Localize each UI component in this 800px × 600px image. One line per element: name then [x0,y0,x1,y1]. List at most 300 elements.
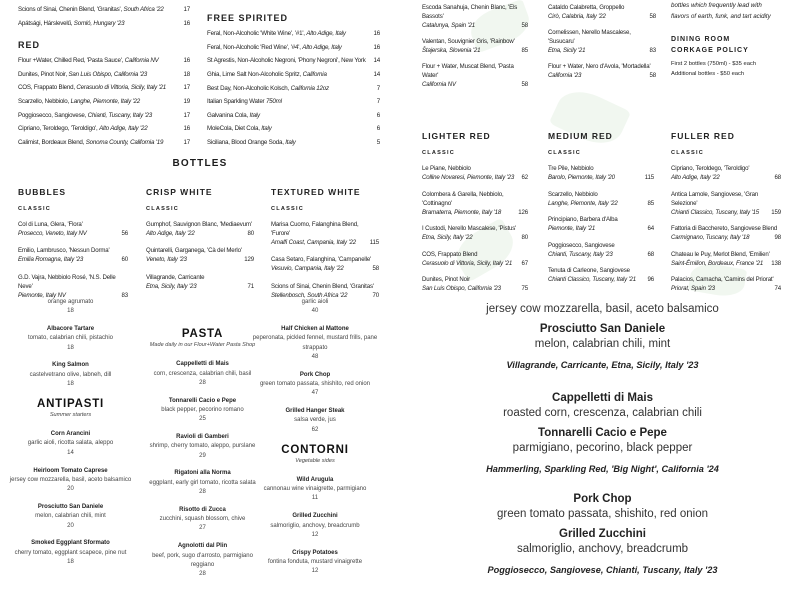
dish-price: 28 [199,379,206,386]
bottle-line [422,208,528,217]
food-column-antipasti [8,298,133,576]
dish-price: 28 [199,571,206,578]
row-label [207,139,373,146]
item-region: Sonoma County, California '19 [85,138,164,146]
bottle-line [548,173,654,182]
bottle-line [548,46,656,55]
food-column-mains [252,298,378,585]
bottle-price: 70 [372,291,379,299]
dish-price: 29 [199,452,206,459]
section-heading: CONTORNI [281,443,349,456]
free-spirited-list [207,27,380,149]
dish-description: beef, pork, sugo d'arrosto, parmigiano reggiano [152,552,253,568]
item-name: Flour +Water, Chilled Red, 'Pasta Sauce', [18,57,125,65]
bottle-region: California NV [422,81,456,88]
bottle-entry [548,190,654,208]
bottle-column-subtitle: CLASSIC [146,206,179,212]
pairing-dish [460,426,745,456]
bottle-name: Cipriano, Teroldego, 'Teroldigo' [671,165,750,172]
menu-row [18,17,190,31]
bottle-region: Stellenbosch, South Africa '22 [271,291,348,299]
bottle-price: 83 [649,47,656,54]
dish-description: jersey cow mozzarella, basil, aceto balsamico [9,476,132,483]
item-region: 750ml [265,98,282,106]
bottle-region: Chianti Classico, Tuscany, Italy '21 [548,276,636,284]
section-subtitle: Summer starters [49,411,92,418]
bottle-line [548,275,654,284]
item-name: Scions of Sinai, Chenin Blend, 'Granitas', [18,6,124,14]
bottle-column-fuller-red [671,130,781,301]
item-price: 17 [183,138,190,146]
bottle-entry [548,241,654,259]
bottle-entry [146,273,254,291]
bottle-price: 58 [521,81,528,88]
item-region: Langhe, Piemonte, Italy '22 [70,98,140,106]
item-region: Italy [285,139,296,147]
dish-description: cherry tomato, eggplant scapece, pine nut [14,549,127,556]
pairing-dish-description: green tomato passata, shishito, red onion [497,508,708,520]
bottle-line [548,199,654,208]
bottle-name: COS, Frappato Blend [422,250,478,258]
menu-row [207,81,380,95]
row-label [207,85,373,92]
bottle-region: Colline Novaresi, Piemonte, Italy '23 [422,174,515,181]
glass-white-list [18,3,190,30]
pairing-dish-description: salmoriglio, anchovy, breadcrumb [516,543,689,555]
pairing-group [460,302,745,372]
corkage-title-1: DINING ROOM [671,36,731,43]
dish-name: Pork Chop [299,371,331,378]
item-name: Siciliana, Blood Orange Soda, [207,139,286,147]
pairing-dish [460,302,745,317]
bottle-name: Emilio, Lambrusco, 'Nessun Dorma' [18,247,110,255]
menu-row [18,95,190,109]
dish-description: garlic aioli [301,299,329,305]
bottle-column-title: CRISP WHITE [146,187,213,197]
dish-price: 12 [311,531,319,538]
menu-item [252,549,378,577]
bottle-region: Barolo, Piemonte, Italy '20 [548,174,615,181]
dish-name: Risotto di Zucca [179,506,226,513]
bottle-column-subtitle: CLASSIC [18,206,51,212]
menu-item [8,430,133,458]
bottle-price: 62 [521,174,528,181]
bottle-region: Carmignano, Tuscany, Italy '18 [671,234,750,242]
bottle-entry [422,3,528,30]
pairing-dish [460,391,745,421]
dish-name: Agnolotti dal Plin [177,543,228,550]
dish-name: Half Chicken al Mattone [281,326,349,333]
bottle-entry [548,3,656,21]
bottle-region: Amalfi Coast, Campania, Italy '22 [271,239,356,246]
menu-item [252,476,378,504]
item-region: Alto Adige, Italy [306,30,346,38]
bottle-region: Chianti, Tuscany, Italy '23 [548,250,613,258]
bottle-entry [548,62,656,80]
bottle-line [671,259,781,268]
item-price: 5 [376,139,380,147]
bottle-line [18,255,128,264]
menu-item [140,469,265,497]
menu-row [18,81,190,95]
bottle-name: Quintarelli, Garganega, 'Cà del Merlo' [146,247,242,255]
bottle-name: Flour + Water, Muscat Blend, 'Pasta Water' [422,63,514,79]
pairings-panel [460,302,745,593]
row-label [18,57,180,64]
item-region: Cerasuolo di Vittoria, Sicily, Italy '21 [76,84,166,92]
bottle-price: 138 [771,259,781,267]
row-label [18,71,180,78]
menu-row [18,136,190,150]
item-region: Italy [249,111,260,119]
item-price: 16 [373,30,380,38]
bottle-name: Tenuta di Carleone, Sangiovese [548,267,630,275]
bottle-name: Gumphof, Sauvignon Blanc, 'Mediaevum' [146,221,252,228]
dish-description: salmoriglio, anchovy, breadcrumb [270,522,360,529]
bottle-region: Etna, Sicily, Italy '23 [146,282,197,290]
bottle-entry [422,250,528,268]
bottle-line [422,80,528,89]
pairing-dish-name: Prosciutto San Daniele [539,323,666,335]
dish-name: Tonnarelli Cacio e Pepe [168,397,237,404]
dish-description: fontina fonduta, mustard vinaigrette [267,558,363,565]
pairing-wine: Hammerling, Sparkling Red, 'Big Night', California '24 [486,464,719,474]
dish-price: 27 [199,525,206,532]
pairing-dish-description: jersey cow mozzarella, basil, aceto balsamico [486,303,719,315]
bottle-line [548,71,656,80]
menu-item [252,407,378,435]
bottle-line [271,264,379,273]
item-name: Best Day, Non-Alcoholic Kolsch, [207,84,291,92]
bottle-name: Poggiosecco, Sangiovese [548,241,615,249]
dish-name: Albacore Tartare [46,326,95,333]
menu-row [207,54,380,68]
bottle-line [422,284,528,293]
dish-name: Crispy Potatoes [292,549,338,556]
dish-price: 48 [311,353,319,360]
red-heading: RED [18,40,41,50]
item-price: 6 [376,111,380,119]
item-price: 6 [376,125,380,133]
row-label [207,44,370,51]
item-name: Galvanina Cola, [207,111,250,119]
bottle-price: 80 [521,234,528,242]
bottle-entry [18,220,128,238]
bottle-region: Etna, Sicily, Italy '22 [422,234,473,242]
corkage-panel [671,0,800,79]
dish-price: 14 [67,449,74,456]
dish-price: 62 [311,426,319,433]
bottle-line [422,173,528,182]
menu-item [8,467,133,495]
dish-description: castelvetrano olive, labneh, dill [29,371,112,378]
top-mid-col2 [548,3,656,87]
bottle-name: Chateau le Puy, Merlot Blend, 'Emilien' [671,250,770,258]
bottle-entry [548,266,654,284]
bottle-price: 67 [521,259,528,267]
pairing-dish [460,527,745,557]
item-name: Calimist, Bordeaux Blend, [18,138,86,146]
dish-name: Heirloom Tomato Caprese [33,467,108,474]
bottle-region: Emilia Romagna, Italy '23 [18,256,84,264]
dish-name: Grilled Hanger Steak [285,408,345,415]
pairing-dish-description: parmigiano, pecorino, black pepper [512,442,693,454]
menu-row [207,109,380,123]
menu-item [8,361,133,389]
row-label [207,30,370,37]
bottle-name: Palacios, Camacha, 'Camins del Priorat' [671,276,774,284]
row-label [18,125,180,132]
bottle-entry [671,224,781,242]
glass-red-list [18,54,190,149]
bottle-entry [18,273,128,300]
bottle-line [671,208,781,217]
dish-description: corn, crescenza, calabrian chili, basil [153,370,252,377]
row-label [18,84,180,91]
top-mid-col1 [422,3,528,96]
item-name: Feral, Non-Alcoholic 'White Wine', '#1', [207,30,307,38]
menu-row [207,68,380,82]
bottle-entry [422,62,528,89]
corkage-intro [671,0,800,22]
menu-item [252,512,378,540]
row-label [18,112,180,119]
row-label [207,98,373,105]
pairing-dish-description: roasted corn, crescenza, calabrian chili [503,407,702,419]
bottle-price: 58 [372,265,379,273]
dish-name: Corn Arancini [50,431,91,438]
item-name: Italian Sparkling Water [207,98,266,106]
item-name: Feral, Non-Alcoholic 'Red Wine', '#4', [207,43,303,51]
dish-price: 18 [67,381,74,388]
item-name: COS, Frappato Blend, [18,84,77,92]
item-price: 19 [183,98,190,106]
dish-description: tomato, calabrian chili, pistachio [27,335,114,342]
bottles-heading: BOTTLES [172,158,228,169]
dish-price: 20 [67,486,74,493]
bottle-name: Villagrande, Carricante [146,273,205,281]
menu-row [18,54,190,68]
menu-row [207,41,380,55]
bottle-price: 68 [647,250,654,258]
bottle-price: 129 [244,256,254,264]
bottle-price: 83 [121,291,128,299]
section-subtitle: Made daily in our Flour+Water Pasta Shop [149,342,256,348]
bottle-name: Tre Pile, Nebbiolo [548,165,594,172]
dish-description: orange agrumato [47,299,94,305]
dish-name: Prosciutto San Daniele [37,503,104,510]
pairing-group [460,492,745,577]
section-heading: PASTA [181,328,224,340]
item-price: 17 [183,6,190,14]
bottle-line [422,21,528,30]
bottle-name: Le Piane, Nebbiolo [422,165,471,172]
menu-row [18,68,190,82]
item-region: California NV [124,57,159,65]
corkage-line-1: First 2 bottles (750ml) - $35 each [671,61,757,67]
bottle-column-subtitle: CLASSIC [422,150,455,156]
menu-row [18,122,190,136]
item-price: 14 [373,57,380,65]
bottle-line [548,224,654,233]
bottle-region: Alto Adige, Italy '22 [146,230,195,237]
bottle-line [422,259,528,268]
bottle-price: 96 [647,276,654,284]
item-name: Cipriano, Teroldego, 'Teroldigo', [18,125,100,133]
item-price: 14 [373,71,380,79]
item-region: California 12oz [290,84,329,92]
dish-price: 25 [199,416,206,423]
bottle-price: 58 [649,72,656,79]
dish-description: eggplant, early girl tomato, ricotta salata [149,479,256,486]
dish-price: 28 [199,489,206,496]
bottle-line [548,250,654,259]
bottle-region: San Luis Obispo, California '23 [422,285,501,293]
row-label [207,71,370,78]
row-label [18,139,180,146]
section-heading: ANTIPASTI [36,397,105,410]
corkage-line-2: Additional bottles - $50 each [671,71,745,77]
bottle-region: Saint-Émilion, Bordeaux, France '21 [671,259,764,267]
menu-item [8,503,133,531]
item-region: California [302,71,327,79]
bottle-price: 68 [774,174,781,181]
bottle-name: Escoda Sanahuja, Chenin Blanc, 'Els Bassots' [422,4,518,20]
bottle-price: 58 [649,13,656,20]
bottle-line [18,229,128,238]
dish-name: Cappelletti di Mais [176,361,229,368]
bottle-column-subtitle: CLASSIC [271,206,304,212]
item-name: Apátsági, Hárslevelű, [18,19,74,27]
menu-row [207,27,380,41]
bottle-entry [271,255,379,273]
bottle-column-subtitle: CLASSIC [548,150,581,156]
bottle-entry [146,220,254,238]
pairing-wine: Poggiosecco, Sangiovese, Chianti, Tuscany, Italy '23 [487,565,718,575]
bottle-name: Flour + Water, Nero d'Avola, 'Mortadella' [548,63,651,70]
row-label [207,57,370,64]
bottle-name: Antica Lamole, Sangiovese, 'Gran Selezione' [671,190,759,207]
bottle-column-title: TEXTURED WHITE [271,187,361,197]
bottle-line [671,173,781,182]
pairing-dish-description: melon, calabrian chili, mint [534,338,671,350]
bottle-region: Catalunya, Spain '21 [422,22,476,29]
bottle-column-title: MEDIUM RED [548,131,613,141]
bottle-entry [548,164,654,182]
item-region: San Luis Obispo, California '23 [68,70,148,78]
item-region: Italy [261,125,272,133]
item-region: Alto Adige, Italy '22 [99,125,148,133]
bottle-price: 64 [647,225,654,233]
menu-item [140,360,265,388]
dish-price: 18 [67,344,74,351]
bottle-column-lighter-red [422,130,528,301]
dish-description: green tomato passata, shishito, red onion [259,381,371,388]
item-region: South Africa '22 [123,6,164,14]
bottle-line [422,46,528,55]
bottle-column-title: FULLER RED [671,131,735,141]
bottle-name: G.D. Vajra, Nebbiolo Rosé, 'N.S. Delle Neve' [18,273,116,290]
bottle-entry [422,164,528,182]
item-price: 16 [373,43,380,51]
bottle-line [671,284,781,293]
bottle-price: 74 [774,285,781,293]
dish-price: 40 [311,308,319,315]
corkage-intro-line2: flavors of earth, funk, and tart acidity [671,13,771,20]
pairing-dish-name: Grilled Zucchini [559,528,646,540]
dish-name: King Salmon [52,362,89,369]
pairing-group [460,391,745,476]
bottle-name: I Custodi, Nerello Mascalese, 'Pistus' [422,225,517,233]
row-label [207,112,373,119]
bottle-line [422,233,528,242]
bottle-column-crisp-white [146,186,254,299]
bottle-region: Štajerska, Slovenia '21 [422,47,481,54]
pairing-dish [460,322,745,352]
menu-row [18,108,190,122]
row-label [18,98,180,105]
menu-item [140,433,265,461]
bottle-entry [146,246,254,264]
bottle-line [671,233,781,242]
bottle-entry [422,224,528,242]
bottle-name: Scarzello, Nebbiolo [548,190,598,198]
item-name: MoleCola, Diet Cola, [207,125,262,133]
bottle-name: Casa Setaro, Falanghina, 'Campanelle' [271,256,372,264]
menu-item [140,542,265,579]
item-name: Dunites, Pinot Noir, [18,70,69,78]
bottle-column-title: LIGHTER RED [422,131,491,141]
dish-description: shrimp, cherry tomato, aleppo, purslane [149,443,256,450]
bottle-name: Scions of Sinai, Chenin Blend, 'Granitas' [271,282,374,290]
bottle-price: 56 [121,230,128,237]
bottle-price: 80 [247,230,254,237]
bottle-region: California '23 [548,72,582,79]
bottle-price: 71 [247,282,254,290]
bottle-price: 159 [771,208,781,216]
dish-name: Rigatoni alla Norma [174,470,231,477]
menu-item [8,298,133,317]
item-price: 17 [183,84,190,92]
bottle-region: Cerasuolo di Vittoria, Sicily, Italy '21 [422,259,513,267]
bottle-line [548,12,656,21]
item-region: Somló, Hungary '23 [73,19,125,27]
bottle-price: 60 [121,256,128,264]
bottle-price: 58 [521,22,528,29]
bottle-region: Veneto, Italy '23 [146,256,187,264]
menu-item [252,298,378,317]
bottle-region: Piemonte, Italy NV [18,291,66,299]
pairing-dish [460,492,745,522]
bottle-price: 126 [518,208,528,216]
item-name: St Agrestis, Non-Alcoholic Negroni, 'Phony Negroni', New York [207,57,366,65]
bottle-name: Fattoria di Bacchereto, Sangiovese Blend [671,225,778,233]
bottle-entry [422,190,528,217]
dish-price: 11 [311,495,319,502]
pairing-dish-name: Pork Chop [573,493,632,505]
bottle-name: Marisa Cuomo, Falanghina Blend, 'Furore' [271,221,359,237]
item-region: Chianti, Tuscany, Italy '23 [87,111,152,119]
bottle-line [271,238,379,247]
dish-price: 12 [311,568,319,575]
item-name: Poggiosecco, Sangiovese, [18,111,88,119]
item-region: Alto Adige, Italy [302,43,342,51]
dish-description: melon, calabrian chili, mint [35,513,106,520]
item-price: 16 [183,19,190,27]
dish-description: garlic aioli, ricotta salata, aleppo [27,440,114,447]
dish-description: salsa verde, jus [294,417,336,424]
bottle-region: Cirò, Calabria, Italy '22 [548,13,606,20]
